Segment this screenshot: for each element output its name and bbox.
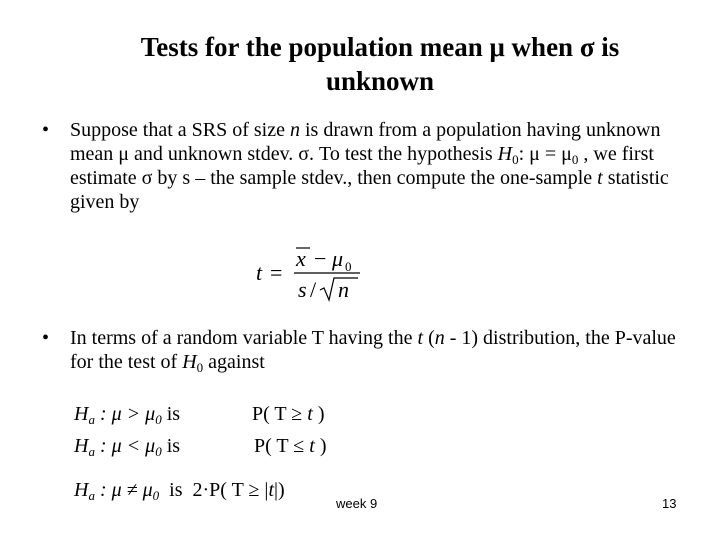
- case-less: [74, 434, 327, 458]
- page-number: 13: [662, 496, 677, 511]
- subscript: a: [88, 412, 95, 427]
- title-line-1: Tests for the population mean μ when σ is: [140, 32, 620, 62]
- subscript: 0: [571, 152, 579, 167]
- formula-eq: =: [270, 260, 283, 285]
- subscript: 0: [152, 488, 160, 503]
- p-value-end: |): [274, 479, 285, 501]
- bullet-1-text: [70, 118, 682, 214]
- bullet-dot: •: [42, 327, 50, 349]
- subscript: 0: [512, 152, 519, 167]
- is-word: is: [161, 435, 181, 457]
- text-run: statistic given by: [70, 167, 669, 213]
- formula-slash: /: [310, 277, 317, 302]
- subscript: 0: [155, 444, 162, 459]
- var-n: n: [434, 327, 445, 349]
- p-value-expr: 2·P( T ≥ |: [192, 479, 269, 501]
- is-word: is: [161, 403, 181, 425]
- subscript: a: [88, 444, 95, 459]
- text-run: is drawn from a population having unknown mean μ and unknown stdev. σ. To test the hypothesis: [70, 119, 661, 165]
- var-n: n: [290, 119, 300, 141]
- var-H: H: [74, 403, 89, 425]
- formula-n: n: [338, 277, 349, 302]
- var-t: t: [417, 327, 424, 349]
- text-run: Suppose that a SRS of size: [70, 119, 290, 141]
- t-statistic-formula: [254, 244, 374, 304]
- relation: : μ ≠ μ: [94, 479, 153, 501]
- formula-mu-sub: 0: [345, 259, 352, 274]
- var-H: H: [497, 143, 513, 165]
- text-run: - 1) distribution, the P-value for the test of: [70, 327, 676, 373]
- bullet-1: [42, 118, 682, 214]
- formula-t: t: [256, 260, 263, 285]
- var-t: t: [307, 403, 313, 425]
- var-H: H: [182, 351, 197, 373]
- p-value-expr: P( T ≥: [252, 403, 308, 425]
- case-not-equal: [74, 478, 285, 502]
- var-t: t: [309, 435, 315, 457]
- formula-minus: −: [314, 246, 327, 271]
- formula-x: x: [296, 246, 306, 271]
- p-value-end: ): [314, 435, 327, 457]
- text-run: against: [203, 351, 265, 373]
- subscript: a: [88, 488, 95, 503]
- bullet-2-text: [70, 326, 682, 374]
- subscript: 0: [155, 412, 162, 427]
- slide-title: [40, 30, 720, 98]
- text-run: In terms of a random variable T having the: [70, 327, 418, 349]
- title-line-2: unknown: [325, 66, 435, 96]
- formula-s: s: [298, 277, 307, 302]
- formula-mu: μ: [332, 246, 344, 271]
- bullet-2: [42, 326, 682, 374]
- bullet-dot: •: [42, 119, 50, 141]
- text-run: , we first estimate σ by s – the sample stdev., then compute the one-sample: [70, 143, 654, 189]
- case-greater: [74, 402, 325, 426]
- relation: : μ < μ: [94, 435, 156, 457]
- text-run: : μ = μ: [518, 143, 572, 165]
- var-H: H: [74, 435, 89, 457]
- text-run: (: [423, 327, 435, 349]
- p-value-end: ): [312, 403, 325, 425]
- var-H: H: [74, 479, 89, 501]
- var-t: t: [597, 167, 603, 189]
- footer-week: week 9: [336, 496, 378, 511]
- subscript: 0: [196, 360, 204, 375]
- var-t: t: [268, 479, 274, 501]
- p-value-expr: P( T ≤: [254, 435, 310, 457]
- relation: : μ > μ: [94, 403, 156, 425]
- is-word: is: [159, 479, 193, 501]
